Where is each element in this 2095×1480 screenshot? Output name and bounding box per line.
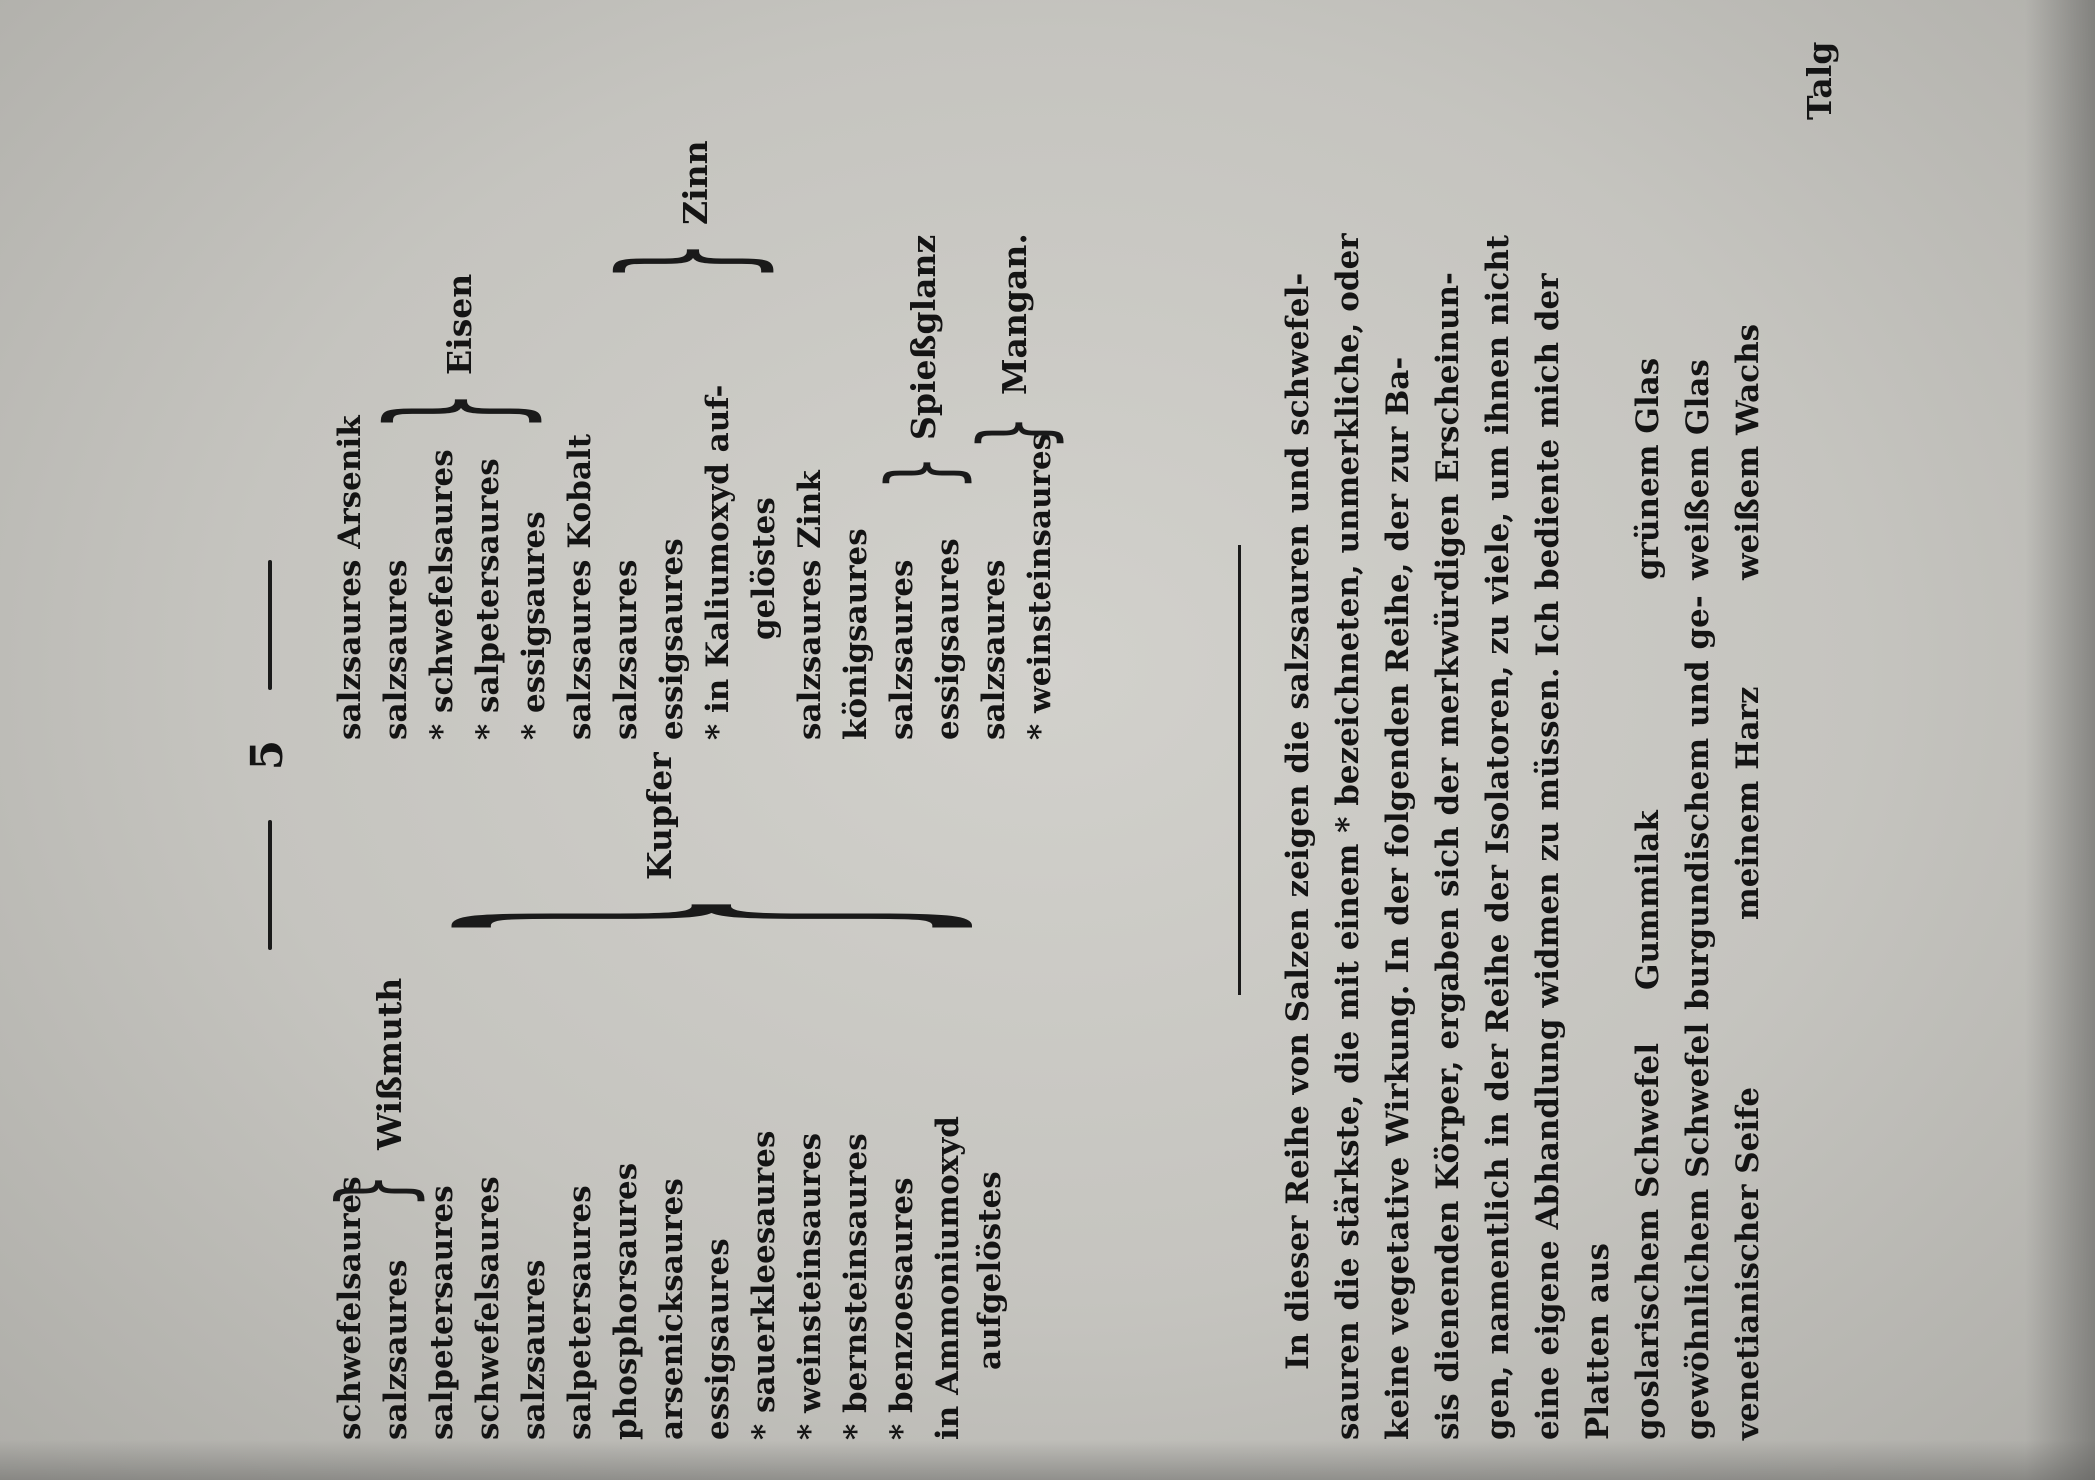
list-item: * in Kaliumoxyd auf- bbox=[700, 384, 736, 740]
list-item: schwefelsaures bbox=[332, 1176, 368, 1440]
material-item: goslarischem Schwefel bbox=[1630, 1042, 1666, 1440]
brace-mangan: } bbox=[960, 415, 1072, 450]
page-edge-shadow bbox=[2025, 0, 2095, 1480]
list-item: essigsaures bbox=[654, 538, 690, 740]
material-item: Gummilak bbox=[1630, 810, 1666, 990]
catchword: Talg bbox=[1800, 41, 1839, 120]
list-item: * essigsaures bbox=[516, 511, 552, 740]
paragraph-line: gen, namentlich in der Reihe der Isolatoren, zu viele, um ihnen nicht bbox=[1480, 234, 1516, 1440]
list-item: phosphorsaures bbox=[608, 1162, 644, 1440]
list-item: * bernsteinsaures bbox=[838, 1133, 874, 1440]
paragraph-line: eine eigene Abhandlung widmen zu müssen. Ich bediente mich der bbox=[1530, 273, 1566, 1440]
list-item: * weinsteinsaures bbox=[792, 1132, 828, 1440]
list-item: salzsaures bbox=[976, 559, 1012, 740]
list-item: in Ammoniumoxyd bbox=[930, 1116, 966, 1440]
list-item: aufgelöstes bbox=[972, 1171, 1008, 1370]
list-item: arsenicksaures bbox=[654, 1178, 690, 1440]
material-item: weißem Wachs bbox=[1730, 323, 1766, 580]
list-item: * benzoesaures bbox=[884, 1177, 920, 1440]
brace-wismuth: } bbox=[317, 1173, 434, 1208]
material-item: meinem Harz bbox=[1730, 686, 1766, 920]
list-item: * weinsteinsaures bbox=[1022, 432, 1058, 740]
header-rule-left bbox=[268, 820, 272, 950]
paragraph-line: keine vegetative Wirkung. In der folgenden Reihe, der zur Ba- bbox=[1380, 356, 1416, 1440]
list-item: schwefelsaures bbox=[470, 1176, 506, 1440]
paragraph-line: sis dienenden Körper, ergaben sich der merkwürdigen Erscheinun- bbox=[1430, 272, 1466, 1440]
list-item: salzsaures bbox=[378, 559, 414, 740]
list-item: salpetersaures bbox=[562, 1185, 598, 1440]
material-item: venetianischer Seife bbox=[1730, 1086, 1766, 1440]
material-item: weißem Glas bbox=[1680, 359, 1716, 580]
list-item: * salpetersaures bbox=[470, 458, 506, 740]
list-item: salpetersaures bbox=[424, 1185, 460, 1440]
list-item: essigsaures bbox=[930, 538, 966, 740]
material-item: gewöhnlichem Schwefel bbox=[1680, 1022, 1716, 1440]
label-mangan: Mangan. bbox=[995, 233, 1034, 395]
brace-spiessglanz: } bbox=[868, 455, 980, 490]
list-item: königsaures bbox=[838, 528, 874, 740]
page-number: 5 bbox=[242, 739, 293, 771]
list-item: salzsaures bbox=[516, 1259, 552, 1440]
list-item: * sauerkleesaures bbox=[746, 1130, 782, 1440]
label-wismuth: Wißmuth bbox=[370, 977, 409, 1150]
label-kupfer: Kupfer bbox=[640, 752, 679, 880]
page-header bbox=[238, 0, 298, 1480]
brace-zinn: } bbox=[585, 241, 789, 280]
list-item: salzsaures bbox=[378, 1259, 414, 1440]
brace-eisen: } bbox=[353, 391, 557, 430]
section-divider bbox=[1238, 545, 1241, 995]
paragraph-line: In dieser Reihe von Salzen zeigen die salzsauren und schwefel- bbox=[1280, 272, 1316, 1370]
list-item: essigsaures bbox=[700, 1238, 736, 1440]
list-item: * schwefelsaures bbox=[424, 449, 460, 740]
label-spiessglanz: Spießglanz bbox=[904, 234, 943, 440]
list-item: salzsaures bbox=[884, 559, 920, 740]
list-item: salzsaures Arsenik bbox=[332, 415, 368, 740]
label-zinn: Zinn bbox=[676, 140, 715, 225]
label-eisen: Eisen bbox=[440, 273, 479, 375]
header-rule-right bbox=[268, 560, 272, 690]
brace-kupfer: } bbox=[363, 896, 1021, 935]
page-edge-shadow-bottom bbox=[0, 1440, 2095, 1480]
paragraph-line: Platten aus bbox=[1580, 1243, 1616, 1440]
material-item: burgundischem und ge- bbox=[1680, 595, 1716, 1010]
list-item: salzsaures Zink bbox=[792, 470, 828, 740]
material-item: grünem Glas bbox=[1630, 357, 1666, 580]
list-item: salzsaures bbox=[608, 559, 644, 740]
paragraph-line: sauren die stärkste, die mit einem * bezeichneten, unmerkliche, oder bbox=[1330, 233, 1366, 1440]
list-item: salzsaures Kobalt bbox=[562, 433, 598, 740]
list-item: gelöstes bbox=[746, 497, 782, 640]
